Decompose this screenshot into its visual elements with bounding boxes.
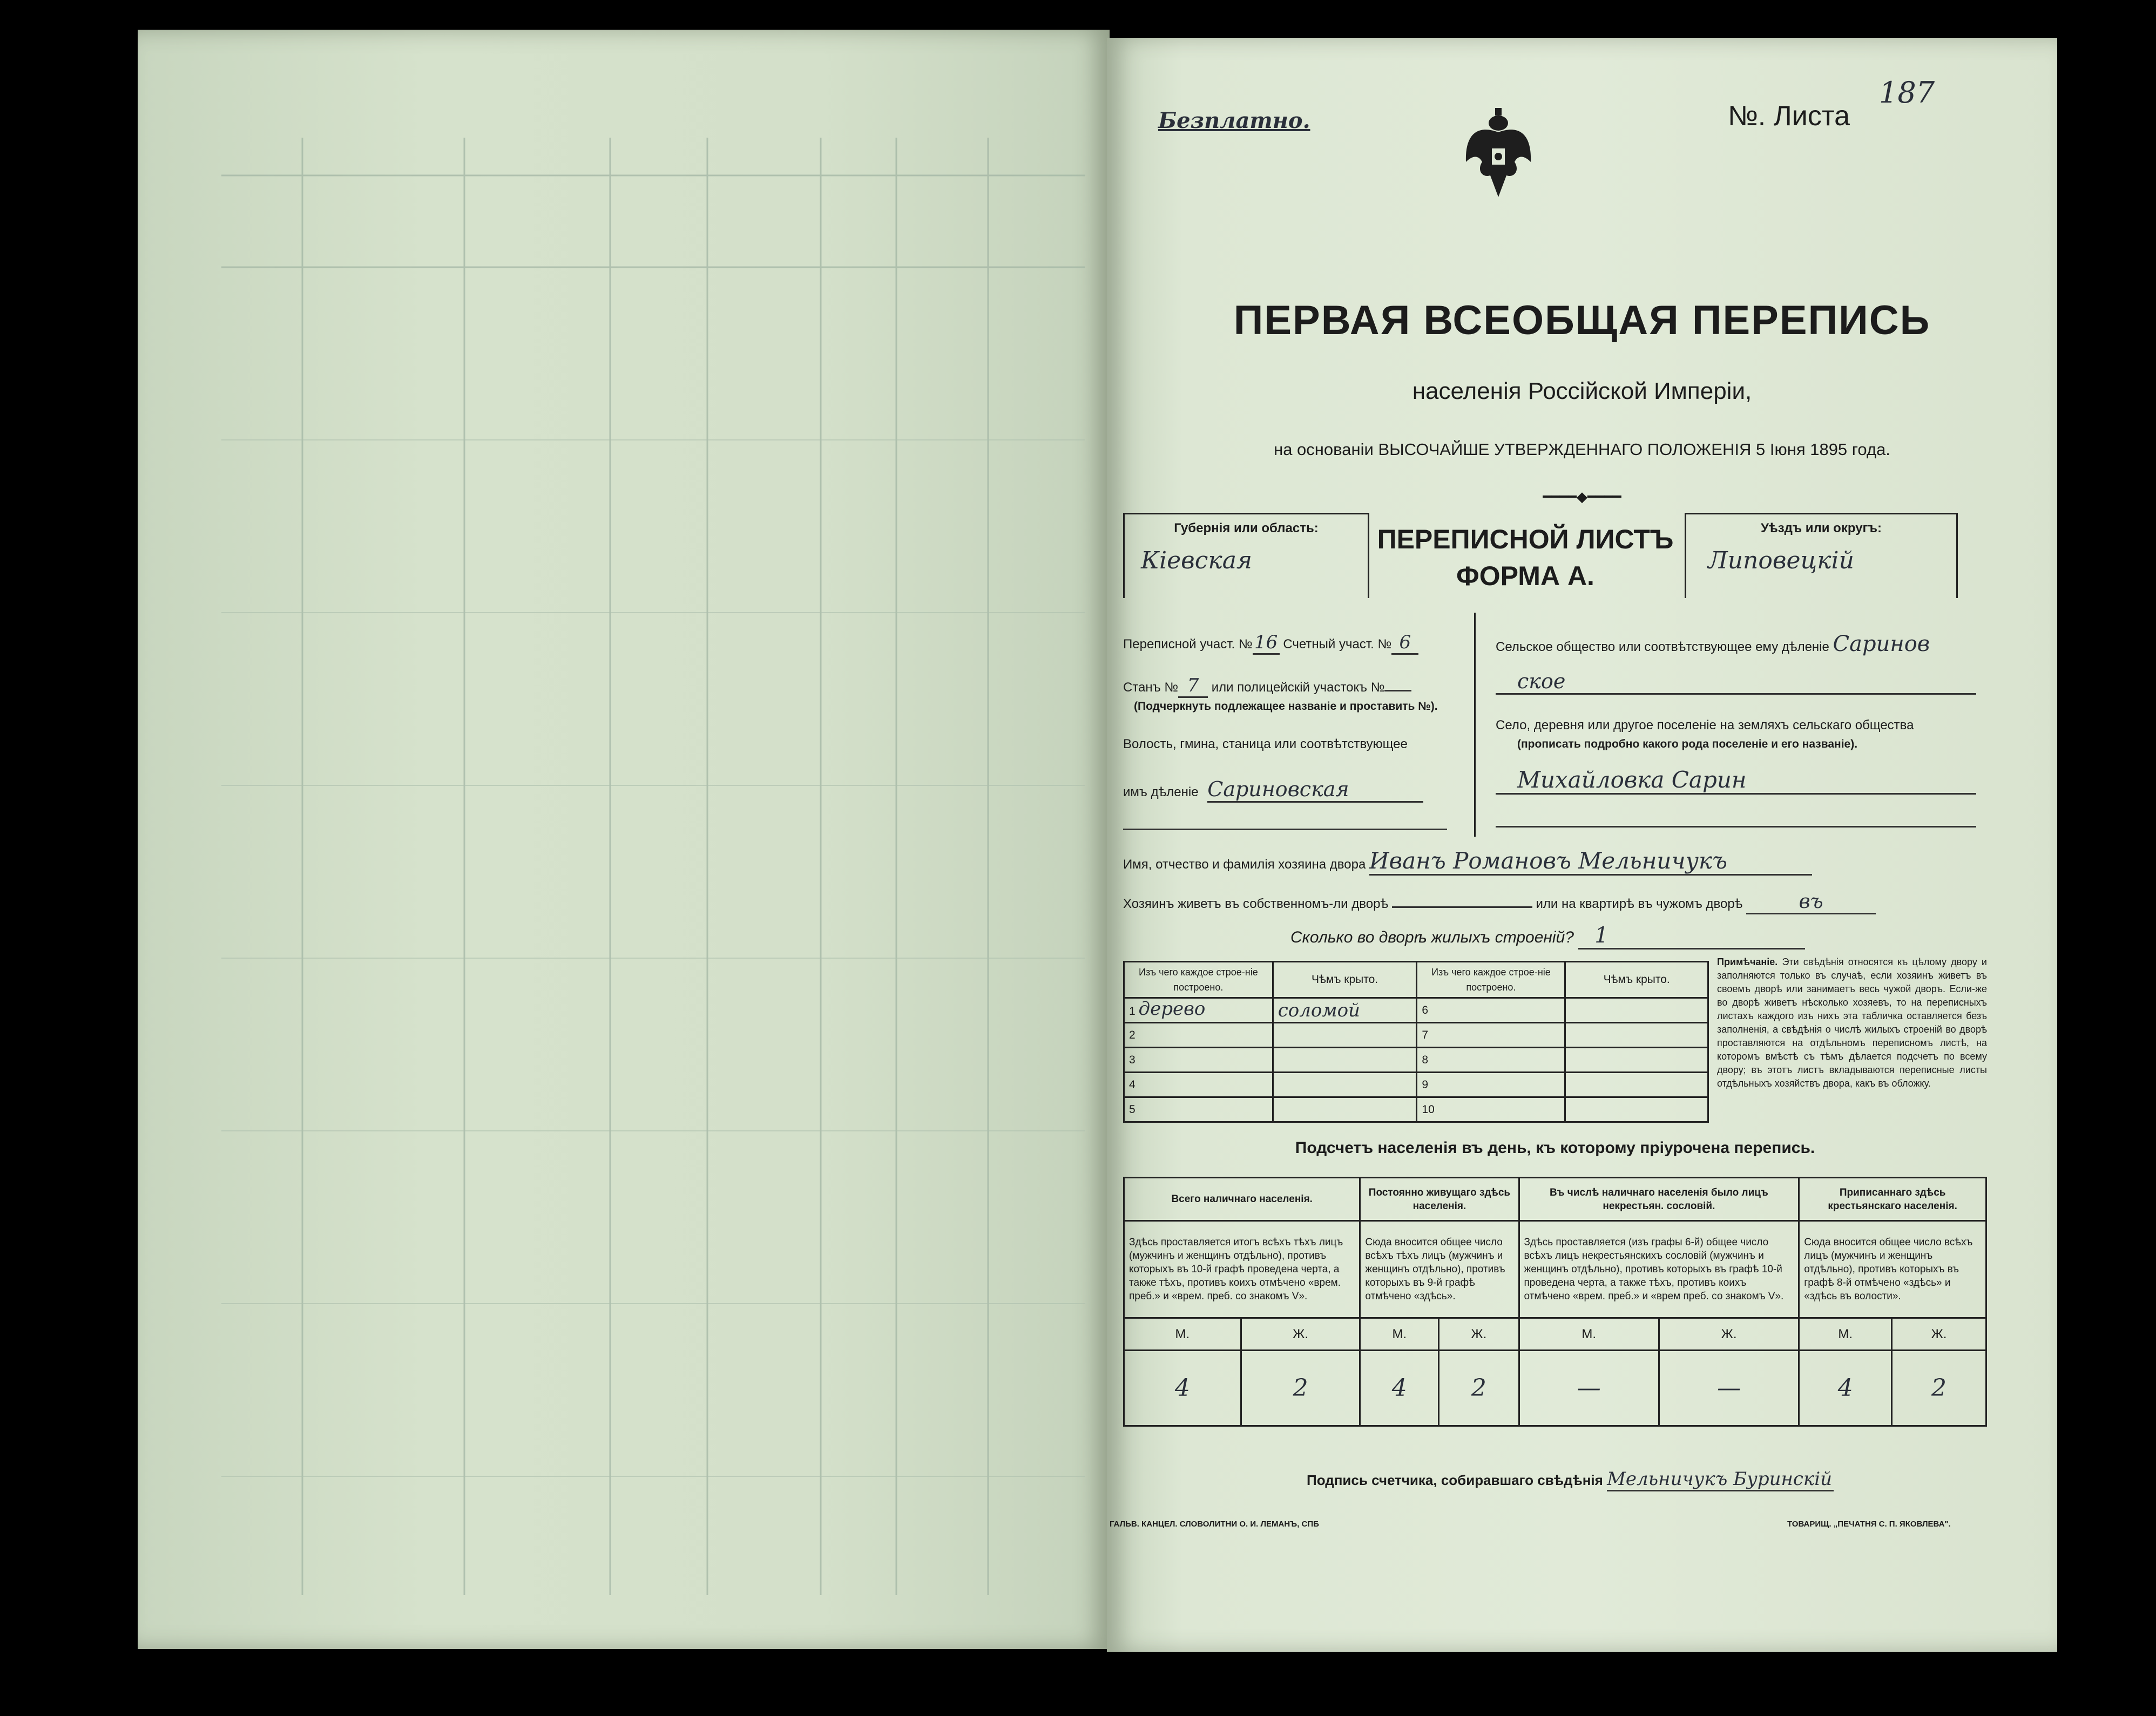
col-f: Ж.	[1439, 1318, 1519, 1351]
count-values-row	[1124, 1351, 1986, 1426]
table-row: 3 8	[1124, 1048, 1708, 1073]
table-row: 2 7	[1124, 1023, 1708, 1048]
ornament-divider: ━━━━◆━━━━	[1543, 489, 1621, 505]
census-area-field: Переписной участ. №16 Счетный участ. № 6	[1123, 632, 1418, 655]
stan-field: Станъ № 7 или полицейскій участокъ №	[1123, 675, 1411, 698]
village-extra-line	[1496, 826, 1976, 828]
residence-field: Хозяинъ живетъ въ собственномъ-ли дворѣ или на квартирѣ въ чужомъ дворѣ въ	[1123, 891, 1987, 914]
form-name-line2: ФОРМА А.	[1456, 561, 1594, 591]
owner-field: Имя, отчество и фамилія хозяина двора Иванъ Романовъ Мельничукъ	[1123, 847, 1987, 876]
count-value: 4	[1360, 1351, 1439, 1426]
sheet-number-label: №. Листа	[1728, 100, 1850, 132]
count-value: —	[1659, 1351, 1799, 1426]
group-desc-permanent: Сюда вносится общее число всѣхъ тѣхъ лицъ (мужчинъ и женщинъ отдѣльно), противъ которыхъ въ 9-й графѣ отмѣчено «здѣсь».	[1360, 1221, 1519, 1318]
col-f: Ж.	[1659, 1318, 1799, 1351]
province-box	[1123, 513, 1369, 598]
buildings-field: Сколько во дворѣ жилыхъ строеній? 1	[1290, 923, 1805, 949]
form-name-line1: ПЕРЕПИСНОЙ ЛИСТЪ	[1377, 524, 1674, 554]
district-label: Уѣздъ или округъ:	[1760, 521, 1882, 535]
col-m: М.	[1519, 1318, 1659, 1351]
col-roof-right: Чѣмъ крыто.	[1565, 962, 1708, 998]
signature-field: Подпись счетчика, собиравшаго свѣдѣнія Мельничукъ Буринскій	[1307, 1468, 1834, 1491]
population-count-table	[1123, 1177, 1987, 1427]
col-material-right: Изъ чего каждое строе-ніе построено.	[1417, 962, 1565, 998]
left-fields	[1123, 613, 1476, 837]
note-text: Эти свѣдѣнія относятся къ цѣлому двору и заполняются только въ случаѣ, если хозяинъ живетъ въ своемъ дворѣ или занимаетъ весь чужой дворъ. Если-же во дворѣ живетъ нѣсколько хозяевъ, то на переписныхъ листахъ каждого изъ нихъ эта табличка оставляется безъ заполненія, а свѣдѣнія о числѣ жилыхъ строеній во дворѣ проставляются на отдѣльномъ переписномъ листѣ, на которомъ вмѣстѣ съ тѣмъ дѣлается подсчетъ по всему двору; въ этотъ листъ вкладываются переписные листы отдѣльныхъ хозяйствъ двора, какъ въ обложку.	[1717, 957, 1987, 1089]
group-title-registered: Приписаннаго здѣсь крестьянскаго населенія.	[1799, 1178, 1986, 1221]
sheet-number-value: 187	[1879, 76, 1935, 110]
imperial-eagle-emblem	[1461, 103, 1536, 205]
count-value: 2	[1241, 1351, 1360, 1426]
count-heading: Подсчетъ населенія въ день, къ которому пріурочена перепись.	[1295, 1139, 1815, 1157]
form-name	[1371, 524, 1679, 592]
count-value: 4	[1124, 1351, 1241, 1426]
col-m: М.	[1124, 1318, 1241, 1351]
free-label: Безплатно.	[1158, 108, 1310, 133]
group-desc-non-peasant: Здѣсь проставляется (изъ графы 6-й) общее число всѣхъ лицъ некрестьянскихъ сословій (мужчинъ и женщинъ отдѣльно), противъ которыхъ въ графѣ 10-й проведена черта, а также тѣхъ, противъ коихъ отмѣчено «врем. преб.» и «врем преб. со знакомъ V».	[1519, 1221, 1799, 1318]
document-subtitle: населенія Россійской Имперіи,	[1412, 378, 1752, 404]
col-m: М.	[1799, 1318, 1892, 1351]
note-block	[1717, 955, 1987, 1090]
province-label: Губернія или область:	[1174, 521, 1319, 535]
district-box	[1685, 513, 1958, 598]
count-value: 2	[1892, 1351, 1986, 1426]
volost-field: имъ дѣленіе Сариновская	[1123, 777, 1447, 803]
table-row: 1 дерево соломой 6	[1124, 998, 1708, 1023]
table-row: 4 9	[1124, 1073, 1708, 1097]
printer-right: ТОВАРИЩ. „ПЕЧАТНЯ С. П. ЯКОВЛЕВА".	[1787, 1520, 1951, 1529]
group-title-total: Всего наличнаго населенія.	[1124, 1178, 1360, 1221]
village-note: (прописать подробно какого рода поселеніе и его названіе).	[1517, 738, 1858, 750]
col-roof-left: Чѣмъ крыто.	[1273, 962, 1417, 998]
col-material-left: Изъ чего каждое строе-ніе построено.	[1124, 962, 1273, 998]
count-value: 2	[1439, 1351, 1519, 1426]
count-value: —	[1519, 1351, 1659, 1426]
volost-label: Волость, гмина, станица или соотвѣтствующее	[1123, 737, 1408, 751]
group-desc-total: Здѣсь проставляется итогъ всѣхъ тѣхъ лицъ (мужчинъ и женщинъ отдѣльно), противъ которыхъ въ 10-й графѣ проведена черта, а также тѣхъ, противъ коихъ отмѣчено «врем. преб.» и «врем. преб. со знакомъ V».	[1124, 1221, 1360, 1318]
col-f: Ж.	[1241, 1318, 1360, 1351]
province-value: Кіевская	[1141, 547, 1253, 574]
ruled-grid	[221, 138, 1085, 1595]
society-value-continued: ское	[1496, 669, 1976, 695]
village-value: Михайловка Сарин	[1496, 767, 1976, 795]
group-title-non-peasant: Въ числѣ наличнаго населенія было лицъ некрестьян. сословій.	[1519, 1178, 1799, 1221]
census-form-page	[1107, 38, 2057, 1652]
right-fields	[1485, 613, 1987, 837]
group-title-permanent: Постоянно живущаго здѣсь населенія.	[1360, 1178, 1519, 1221]
village-label: Село, деревня или другое поселеніе на земляхъ сельскаго общества	[1496, 718, 1914, 732]
table-row: 5 10	[1124, 1097, 1708, 1122]
left-page	[138, 30, 1110, 1649]
col-f: Ж.	[1892, 1318, 1986, 1351]
group-desc-registered: Сюда вносится общее число всѣхъ лицъ (мужчинъ и женщинъ отдѣльно), противъ которыхъ въ графѣ 8-й отмѣчено «здѣсь» и «здѣсь въ волости».	[1799, 1221, 1986, 1318]
buildings-table	[1123, 961, 1709, 1123]
volost-extra-line	[1123, 829, 1447, 830]
count-value: 4	[1799, 1351, 1892, 1426]
society-field: Сельское общество или соотвѣтствующее ему дѣленіе Саринов	[1496, 632, 1930, 656]
underline-note: (Подчеркнуть подлежащее названіе и проставить №).	[1134, 700, 1438, 713]
note-title: Примѣчаніе.	[1717, 957, 1778, 967]
col-m: М.	[1360, 1318, 1439, 1351]
printer-left: ГАЛЬВ. КАНЦЕЛ. СЛОВОЛИТНИ О. И. ЛЕМАНЪ, СПБ	[1110, 1520, 1319, 1529]
district-value: Липовецкій	[1708, 547, 1854, 574]
legal-basis: на основаніи ВЫСОЧАЙШЕ УТВЕРЖДЕННАГО ПОЛОЖЕНІЯ 5 Іюня 1895 года.	[1274, 440, 1890, 459]
document-title: ПЕРВАЯ ВСЕОБЩАЯ ПЕРЕПИСЬ	[1233, 297, 1931, 343]
